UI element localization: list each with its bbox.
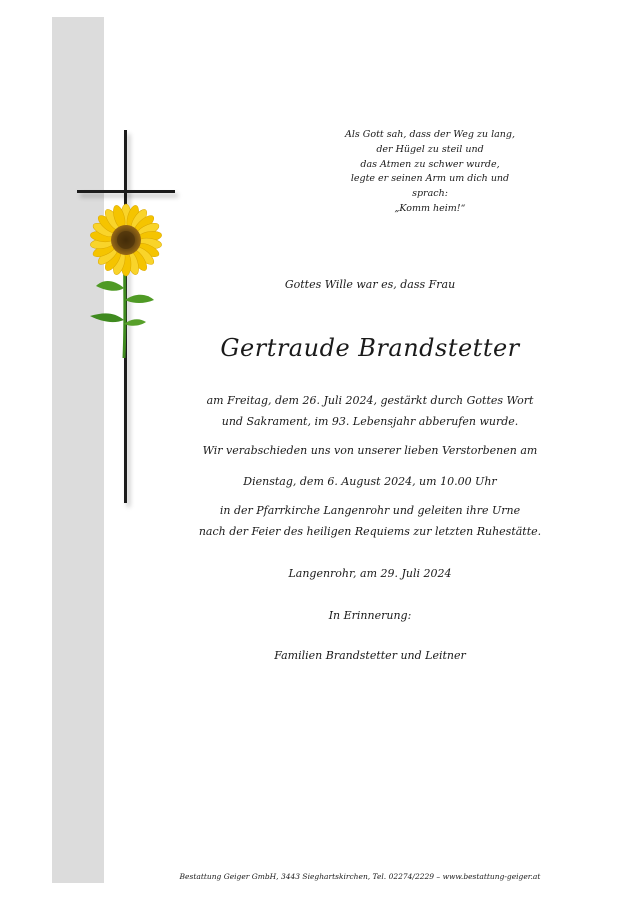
death-line: am Freitag, dem 26. Juli 2024, gestärkt durch Gottes Wort: [206, 394, 534, 407]
deceased-name: Gertraude Brandstetter: [220, 334, 520, 362]
cross-horizontal-bar: [77, 190, 175, 193]
poem-line: das Atmen zu schwer wurde,: [360, 158, 500, 170]
intro-text: Gottes Wille war es, dass Frau: [284, 278, 456, 291]
service-date: Dienstag, dem 6. August 2024, um 10.00 Uhr: [243, 475, 497, 488]
place-date: Langenrohr, am 29. Juli 2024: [288, 567, 452, 580]
service-line: nach der Feier des heiligen Requiems zur letzten Ruhestätte.: [198, 525, 542, 538]
death-announcement: [170, 390, 570, 432]
poem-line: legte er seinen Arm um dich und: [350, 173, 510, 185]
farewell-text: Wir verabschieden uns von unserer lieben Verstorbenen am: [202, 444, 538, 457]
footer-text: Bestattung Geiger GmbH, 3443 Sieghartskirchen, Tel. 02274/2229 – www.bestattung-geiger.at: [179, 872, 541, 881]
poem-line: Als Gott sah, dass der Weg zu lang,: [344, 129, 515, 140]
service-details: [170, 500, 570, 542]
service-line: in der Pfarrkirche Langenrohr und geleiten ihre Urne: [219, 504, 521, 517]
poem-line: „Komm heim!“: [394, 202, 466, 214]
poem-line: der Hügel zu steil und: [376, 143, 484, 155]
poem-line: sprach:: [412, 188, 448, 200]
families-signature: Familien Brandstetter und Leitner: [274, 649, 466, 662]
sunflower-icon: [84, 200, 176, 360]
death-line: und Sakrament, im 93. Lebensjahr abberufen wurde.: [221, 415, 519, 428]
poem: [330, 128, 530, 217]
memory-heading: In Erinnerung:: [328, 609, 412, 622]
